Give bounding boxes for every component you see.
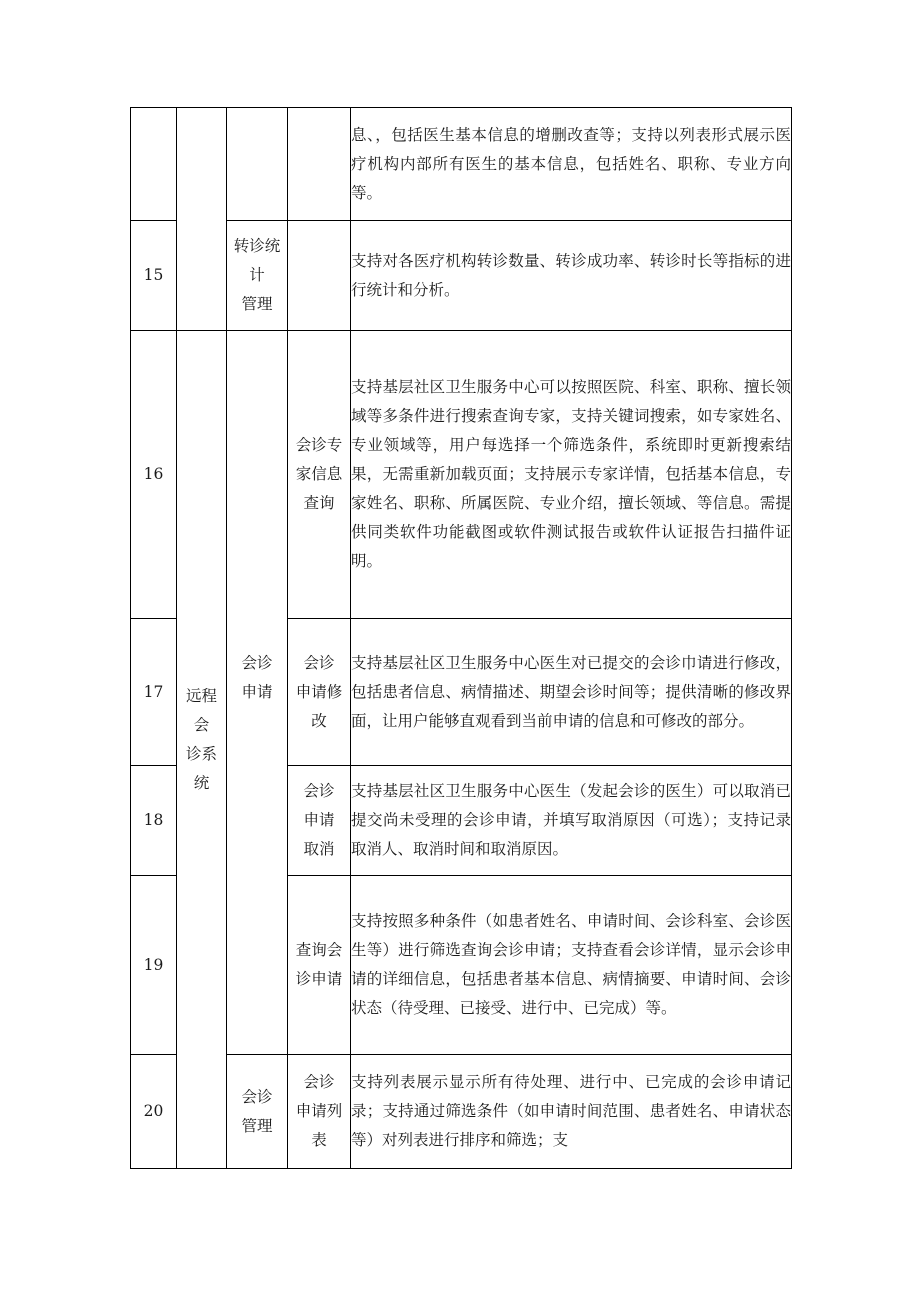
function-label-line: 转诊统 bbox=[233, 237, 281, 255]
subfunction-label-line: 会诊 bbox=[303, 782, 335, 800]
subfunction-label-line: 申请修 bbox=[295, 682, 343, 701]
subfunction-cell bbox=[288, 619, 351, 766]
table-row bbox=[131, 1055, 792, 1169]
subfunction-label-line: 会诊 bbox=[303, 1073, 335, 1091]
description-cell: 支持基层社区卫生服务中心医生对已提交的会诊巾请进行修改，包括患者信息、病情描述、期望会诊时间等；提供清晰的修改界面，让用户能够直观看到当前申请的信息和可修改的部分。 bbox=[351, 619, 792, 766]
subfunction-label-line: 会诊专 bbox=[295, 436, 343, 454]
row-number-cell bbox=[131, 108, 177, 221]
subfunction-cell bbox=[288, 108, 351, 221]
subfunction-label-line: 查询会 bbox=[295, 941, 343, 959]
system-label-line: 远程 bbox=[185, 686, 217, 705]
row-number-cell: 17 bbox=[131, 619, 177, 766]
description-cell: 支持按照多种条件（如患者姓名、申请时间、会诊科室、会诊医生等）进行筛选查询会诊申请；支持查看会诊详情，显示会诊申请的详细信息，包括患者基本信息、病情摘要、申请时间、会诊状态（待受理、已接受、进行中、已完成）等。 bbox=[351, 876, 792, 1055]
system-label-line: 统 bbox=[193, 773, 210, 792]
subfunction-cell bbox=[288, 766, 351, 876]
function-cell bbox=[227, 108, 288, 221]
table-row bbox=[131, 108, 792, 221]
subfunction-label-line: 改 bbox=[311, 711, 327, 730]
function-cell bbox=[227, 221, 288, 331]
description-cell: 支持列表展示显示所有待处理、进行中、已完成的会诊申请记录；支持通过筛选条件（如申请时间范围、患者姓名、申请状态等）对列表进行排序和筛选；支 bbox=[351, 1055, 792, 1169]
function-label-line: 申请 bbox=[241, 682, 273, 701]
description-cell: 支持对各医疗机构转诊数量、转诊成功率、转诊时长等指标的进行统计和分析。 bbox=[351, 221, 792, 331]
subfunction-label-line: 取消 bbox=[303, 840, 335, 858]
function-cell bbox=[227, 331, 288, 1055]
description-cell: 支持基层社区卫生服务中心可以按照医院、科室、职称、擅长领域等多条件进行搜索查询专家，支持关键词搜索，如专家姓名、专业领域等，用户每选择一个筛选条件，系统即时更新搜索结果，无需重新加载页面；支持展示专家详情，包括基本信息，专家姓名、职称、所属医院、专业介绍，擅长领域、等信息。需提供同类软件功能截图或软件测试报告或软件认证报告扫描件证明。 bbox=[351, 331, 792, 619]
row-number-cell: 18 bbox=[131, 766, 177, 876]
table-row bbox=[131, 331, 792, 619]
subfunction-label-line: 申请列 bbox=[295, 1102, 343, 1120]
system-cell bbox=[177, 331, 227, 1169]
function-label-line: 计 bbox=[249, 266, 265, 284]
subfunction-cell bbox=[288, 876, 351, 1055]
subfunction-label-line: 查询 bbox=[303, 494, 335, 512]
function-label-line: 会诊 bbox=[241, 653, 273, 672]
function-label-line: 管理 bbox=[241, 1116, 273, 1135]
row-number-cell: 15 bbox=[131, 221, 177, 331]
system-label-line: 诊系 bbox=[185, 744, 217, 763]
row-number-cell: 20 bbox=[131, 1055, 177, 1169]
subfunction-cell bbox=[288, 221, 351, 331]
subfunction-label-line: 表 bbox=[311, 1131, 327, 1149]
row-number-cell: 16 bbox=[131, 331, 177, 619]
row-number-cell: 19 bbox=[131, 876, 177, 1055]
subfunction-cell bbox=[288, 331, 351, 619]
description-cell: 支持基层社区卫生服务中心医生（发起会诊的医生）可以取消已提交尚未受理的会诊申请，并填写取消原因（可选）；支持记录取消人、取消时间和取消原因。 bbox=[351, 766, 792, 876]
system-cell-continued bbox=[177, 108, 227, 331]
requirements-table bbox=[130, 107, 792, 1169]
subfunction-label-line: 申请 bbox=[303, 811, 335, 829]
subfunction-label-line: 家信息 bbox=[295, 465, 343, 483]
subfunction-label-line: 会诊 bbox=[303, 653, 335, 672]
function-label-line: 管理 bbox=[241, 295, 273, 313]
description-cell: 息、，包括医生基本信息的增删改查等；支持以列表形式展示医疗机构内部所有医生的基本信息，包括姓名、职称、专业方向等。 bbox=[351, 108, 792, 221]
subfunction-cell bbox=[288, 1055, 351, 1169]
system-label-line: 会 bbox=[193, 715, 210, 734]
function-cell bbox=[227, 1055, 288, 1169]
table-row bbox=[131, 221, 792, 331]
subfunction-label-line: 诊申请 bbox=[295, 970, 343, 988]
function-label-line: 会诊 bbox=[241, 1087, 273, 1106]
